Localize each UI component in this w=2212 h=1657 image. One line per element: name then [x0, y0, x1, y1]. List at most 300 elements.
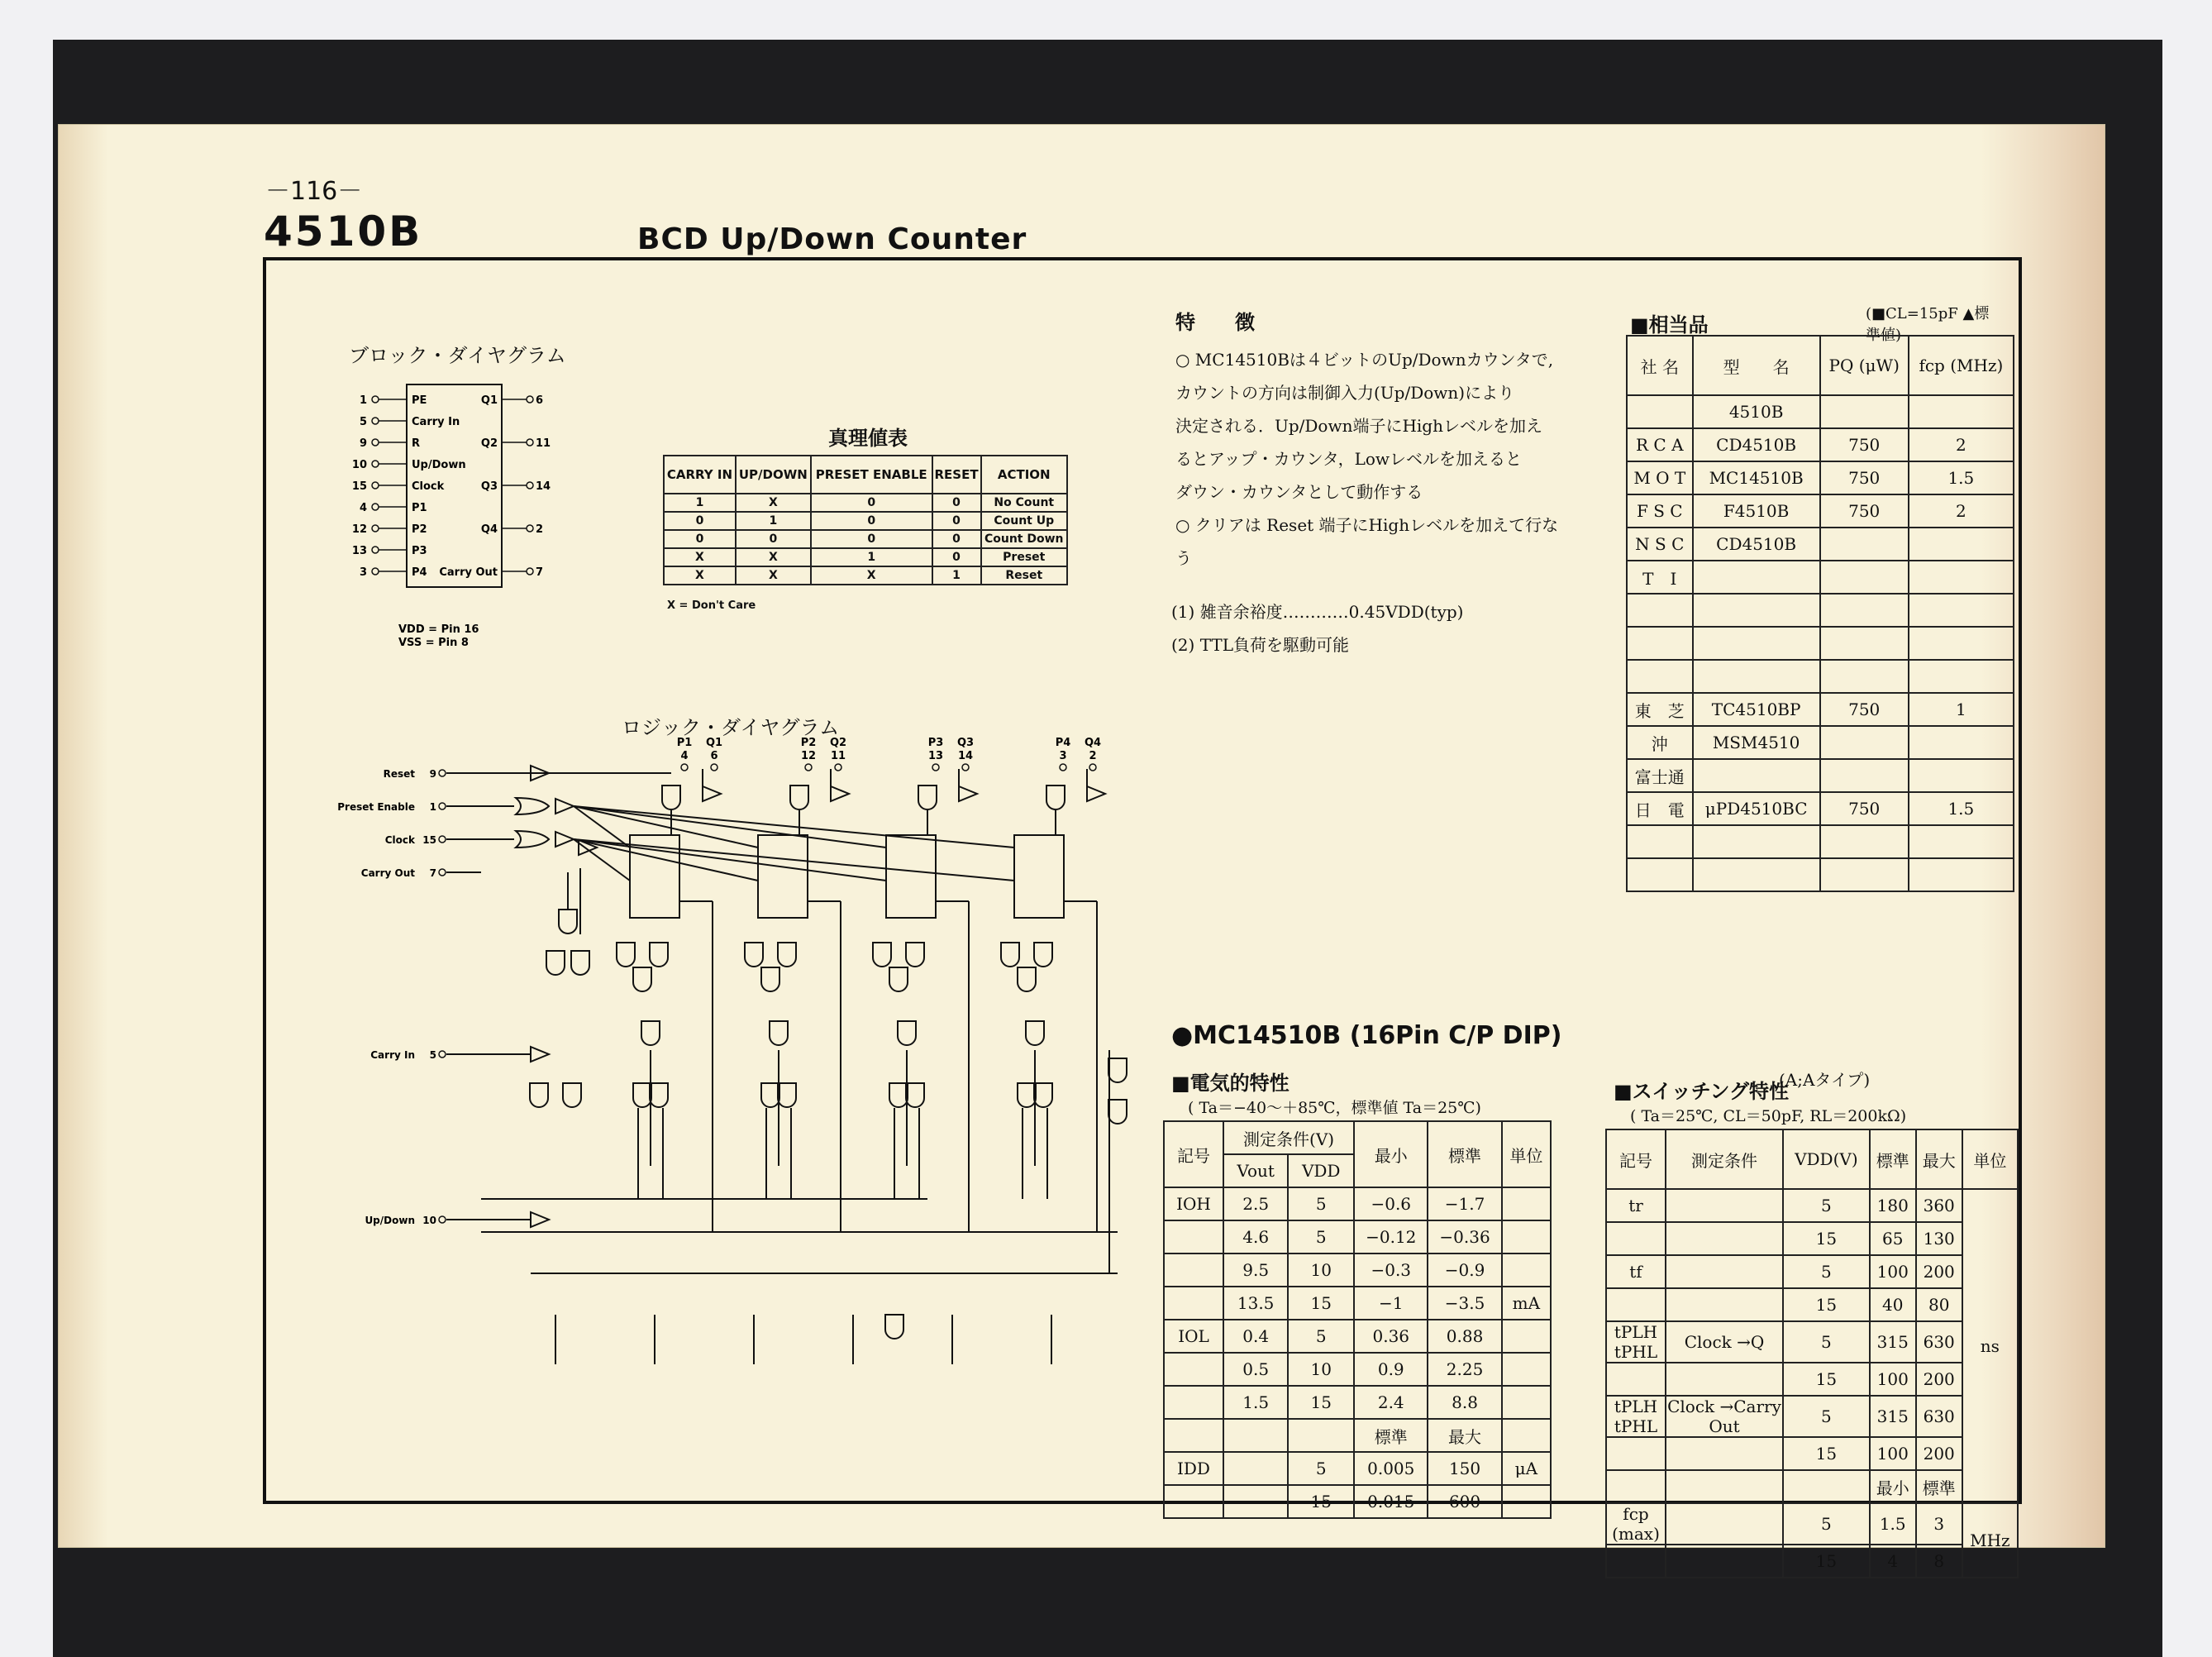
electrical-cell [1502, 1485, 1551, 1518]
electrical-cell [1164, 1485, 1223, 1518]
equivalents-cell: N S C [1627, 528, 1693, 561]
equivalents-cell: 750 [1820, 494, 1909, 528]
page-binding-edge [59, 125, 108, 1547]
logic-input-name: Carry In [370, 1049, 415, 1061]
logic-top-pin-name: Q3 [956, 737, 975, 749]
block-pin-label: Carry In [412, 416, 460, 428]
sw-h-typ: 標準 [1870, 1129, 1916, 1189]
truth-table-cell: 0 [664, 512, 736, 530]
feature-line: う [1175, 548, 1192, 568]
and-gate [1026, 1021, 1044, 1045]
equivalents-cell: T I [1627, 561, 1693, 594]
switching-cell: 5 [1783, 1503, 1870, 1545]
table-row [1606, 1255, 2018, 1288]
equivalents-cell: 富士通 [1627, 759, 1693, 792]
and-gate [650, 1083, 668, 1107]
table-row [1606, 1363, 2018, 1396]
equivalents-cell: F S C [1627, 494, 1693, 528]
el-h-unit: 単位 [1502, 1121, 1551, 1187]
equivalents-cell [1693, 594, 1820, 627]
switching-cell [1666, 1255, 1783, 1288]
pin-terminal [1060, 764, 1066, 771]
switching-cell: 4 [1870, 1545, 1916, 1578]
electrical-cell: 13.5 [1223, 1287, 1288, 1320]
logic-input-name: Up/Down [365, 1215, 415, 1226]
switching-cell: Clock →Carry Out [1666, 1396, 1783, 1437]
electrical-cell: −0.36 [1428, 1220, 1501, 1253]
equivalents-cell [1627, 395, 1693, 428]
truth-table-note: X = Don't Care [667, 599, 756, 612]
pin-terminal [439, 770, 446, 776]
el-h-typ: 標準 [1428, 1121, 1501, 1187]
switching-cell [1606, 1545, 1666, 1578]
flip-flop [758, 835, 808, 918]
truth-table-header: UP/DOWN [736, 456, 811, 494]
switching-cell: 5 [1783, 1255, 1870, 1288]
table-row [1627, 494, 2014, 528]
feature-line: るとアップ・カウンタ，Lowレベルを加えると [1175, 449, 1523, 469]
feature-line: 決定される．Up/Down端子にHighレベルを加え [1175, 416, 1542, 436]
equivalents-cell [1627, 594, 1693, 627]
buffer-gate [531, 1212, 549, 1227]
switching-cell: 80 [1916, 1288, 1962, 1321]
electrical-cell: μA [1502, 1452, 1551, 1485]
and-gate [790, 786, 808, 809]
equivalents-cell [1820, 759, 1909, 792]
electrical-cell [1223, 1419, 1288, 1452]
pin-terminal [962, 764, 969, 771]
table-row [1606, 1288, 2018, 1321]
equivalents-cell [1693, 660, 1820, 693]
electrical-cell: 最大 [1428, 1419, 1501, 1452]
buffer-gate [531, 1047, 549, 1062]
equivalents-cell [1909, 561, 2014, 594]
switching-cell: 最小 [1870, 1470, 1916, 1503]
and-gate [530, 1083, 548, 1107]
switching-cell [1606, 1363, 1666, 1396]
pin-terminal [439, 803, 446, 809]
table-row [1164, 1485, 1551, 1518]
block-pin-label: P1 [412, 502, 427, 514]
switching-cell: 8 [1916, 1545, 1962, 1578]
table-row [1164, 1287, 1551, 1320]
logic-input-number: 7 [429, 867, 436, 879]
logic-top-pin-name: Q2 [829, 737, 847, 749]
electrical-cell [1164, 1419, 1223, 1452]
equivalents-cell: 1 [1909, 693, 2014, 726]
electrical-cell [1223, 1452, 1288, 1485]
switching-cell: 15 [1783, 1222, 1870, 1255]
electrical-cell [1164, 1287, 1223, 1320]
and-gate [898, 1021, 916, 1045]
feature-line: カウントの方向は制御入力(Up/Down)により [1175, 383, 1515, 403]
equivalents-cell [1693, 759, 1820, 792]
block-pin-number: 15 [351, 480, 367, 493]
and-gate [889, 1083, 908, 1107]
equivalents-cell: CD4510B [1693, 528, 1820, 561]
block-pin-label: R [412, 437, 421, 450]
table-row [1627, 594, 2014, 627]
and-gate [546, 951, 565, 975]
content-frame [263, 257, 2022, 1571]
pin-terminal [439, 1051, 446, 1058]
truth-table-cell: X [736, 494, 811, 512]
pin-terminal [439, 1216, 446, 1223]
electrical-cell: 5 [1288, 1187, 1354, 1220]
truth-table-cell: X [736, 566, 811, 585]
features-list [1175, 343, 1622, 575]
truth-table-cell: X [664, 548, 736, 566]
truth-table-cell: 1 [932, 566, 981, 585]
equivalents-cell [1909, 726, 2014, 759]
electrical-cell: 5 [1288, 1320, 1354, 1353]
truth-table-cell: 0 [932, 530, 981, 548]
sw-h-unit: 単位 [1962, 1129, 2018, 1189]
switching-cell: tf [1606, 1255, 1666, 1288]
and-gate [633, 967, 651, 991]
equivalents-cell: 750 [1820, 792, 1909, 825]
truth-table-cell: No Count [981, 494, 1067, 512]
table-row [1164, 1419, 1551, 1452]
table-row [1164, 1353, 1551, 1386]
switching-cell: 1.5 [1870, 1503, 1916, 1545]
block-pin-label: Up/Down [412, 459, 466, 471]
truth-table-header: RESET [932, 456, 981, 494]
table-row [1627, 726, 2014, 759]
feature-note: (1) 雑音余裕度…………0.45VDD(typ) [1171, 602, 1464, 622]
and-gate [1046, 786, 1065, 809]
electrical-cell: 4.6 [1223, 1220, 1288, 1253]
electrical-cell [1502, 1419, 1551, 1452]
pin-terminal [1089, 764, 1096, 771]
equivalents-cell [1693, 627, 1820, 660]
feature-line: ○ クリアは Reset 端子にHighレベルを加えて行な [1175, 515, 1559, 535]
sw-h-vdd: VDD(V) [1783, 1129, 1870, 1189]
electrical-cell: 15 [1288, 1386, 1354, 1419]
document-page [58, 124, 2105, 1571]
flip-flop [1014, 835, 1064, 918]
switching-cell [1666, 1503, 1783, 1545]
table-row [1627, 858, 2014, 891]
electrical-cell: −3.5 [1428, 1287, 1501, 1320]
el-h-min: 最小 [1354, 1121, 1428, 1187]
truth-table-cell: 0 [811, 530, 932, 548]
pin-terminal [372, 396, 379, 403]
switching-cell: 100 [1870, 1437, 1916, 1470]
block-pin-number: 9 [359, 437, 367, 450]
logic-top-pin-number: 13 [927, 750, 944, 762]
block-pin-number: 12 [351, 523, 367, 536]
equivalents-cell [1909, 528, 2014, 561]
switching-cell [1666, 1189, 1783, 1222]
and-gate [906, 1083, 924, 1107]
truth-table-cell: Count Down [981, 530, 1067, 548]
and-gate [1018, 1083, 1036, 1107]
block-pin-number: 1 [359, 394, 367, 407]
and-gate [617, 943, 635, 967]
equivalents-cell [1693, 858, 1820, 891]
switching-cell [1783, 1470, 1870, 1503]
table-row [1606, 1470, 2018, 1503]
equivalents-header: fcp (MHz) [1909, 336, 2014, 395]
table-row [1627, 759, 2014, 792]
equivalents-cell [1909, 594, 2014, 627]
equivalents-heading: ■相当品 [1630, 313, 1709, 337]
block-pin-number: 6 [536, 394, 544, 407]
equivalents-cell: 2 [1909, 494, 2014, 528]
sw-h-symbol: 記号 [1606, 1129, 1666, 1189]
truth-table-cell: X [811, 566, 932, 585]
pin-terminal [372, 418, 379, 424]
electrical-cell: 2.5 [1223, 1187, 1288, 1220]
package-title: ●MC14510B (16Pin C/P DIP) [1171, 1021, 1562, 1050]
electrical-cell: 1.5 [1223, 1386, 1288, 1419]
table-row [1627, 395, 2014, 428]
pin-terminal [372, 504, 379, 510]
switching-cell [1666, 1437, 1783, 1470]
table-row [1606, 1545, 2018, 1578]
equivalents-cell [1693, 561, 1820, 594]
buffer-gate [831, 786, 849, 801]
and-gate [770, 1021, 788, 1045]
switching-cell [1666, 1470, 1783, 1503]
table-row [1164, 1386, 1551, 1419]
switching-cell: 200 [1916, 1363, 1962, 1396]
electrical-cell: 10 [1288, 1353, 1354, 1386]
pin-terminal [372, 482, 379, 489]
pin-terminal [372, 525, 379, 532]
equivalents-header: 社 名 [1627, 336, 1693, 395]
block-pin-number: 4 [359, 502, 367, 514]
table-row [1164, 1187, 1551, 1220]
table-row [1627, 825, 2014, 858]
el-h-vdd: VDD [1288, 1154, 1354, 1187]
and-gate [918, 786, 937, 809]
switching-cell: tr [1606, 1189, 1666, 1222]
equivalents-cell [1909, 825, 2014, 858]
switching-cell: tPLH tPHL [1606, 1321, 1666, 1363]
and-gate [641, 1021, 660, 1045]
table-row [1164, 1452, 1551, 1485]
electrical-table [1163, 1120, 1552, 1519]
logic-top-pin-number: 12 [800, 750, 817, 762]
truth-table-header: ACTION [981, 456, 1067, 494]
table-row [1606, 1437, 2018, 1470]
switching-cell: 5 [1783, 1321, 1870, 1363]
electrical-cell: 0.015 [1354, 1485, 1428, 1518]
equivalents-cell: 750 [1820, 428, 1909, 461]
switching-unit-mhz: MHz [1962, 1503, 2018, 1578]
logic-input-name: Preset Enable [337, 801, 415, 813]
vdd-note: VDD = Pin 16 [398, 623, 479, 636]
table-row [1164, 1220, 1551, 1253]
switching-cell: 630 [1916, 1396, 1962, 1437]
truth-table-cell: 1 [811, 548, 932, 566]
electrical-cell [1502, 1320, 1551, 1353]
truth-table-cell: 0 [736, 530, 811, 548]
logic-top-pin-name: P4 [1055, 737, 1071, 749]
block-pin-number: 5 [359, 416, 367, 428]
feature-line: ○ MC14510Bは４ビットのUp/Downカウンタで, [1175, 350, 1554, 370]
feature-note: (2) TTL負荷を駆動可能 [1171, 635, 1350, 655]
block-pin-number: 14 [536, 480, 551, 493]
pin-terminal [835, 764, 841, 771]
logic-top-pin-name: P3 [927, 737, 944, 749]
electrical-cell [1502, 1253, 1551, 1287]
sw-h-cond: 測定条件 [1666, 1129, 1783, 1189]
truth-table-cell: 0 [811, 494, 932, 512]
switching-cell [1666, 1363, 1783, 1396]
page-title: BCD Up/Down Counter [637, 222, 1027, 256]
switching-cell [1606, 1288, 1666, 1321]
truth-table-cell: 1 [736, 512, 811, 530]
switching-cell: 360 [1916, 1189, 1962, 1222]
truth-table-cell: Reset [981, 566, 1067, 585]
switching-cell: 15 [1783, 1437, 1870, 1470]
equivalents-cell [1909, 627, 2014, 660]
equivalents-cell [1909, 395, 2014, 428]
equivalents-cell [1820, 858, 1909, 891]
equivalents-cell [1909, 858, 2014, 891]
electrical-cell [1164, 1386, 1223, 1419]
switching-cell [1606, 1222, 1666, 1255]
table-row [664, 566, 1067, 585]
switching-cell: 100 [1870, 1363, 1916, 1396]
table-row [664, 512, 1067, 530]
logic-top-pin-name: Q1 [705, 737, 723, 749]
electrical-cell: 15 [1288, 1485, 1354, 1518]
electrical-cell: 600 [1428, 1485, 1501, 1518]
and-gate [761, 967, 779, 991]
pin-terminal [681, 764, 688, 771]
buffer-gate [703, 786, 721, 801]
block-pin-label: Q1 [480, 394, 498, 407]
equivalents-cell: 東 芝 [1627, 693, 1693, 726]
electrical-cell [1502, 1220, 1551, 1253]
equivalents-cell [1820, 594, 1909, 627]
electrical-cell: 5 [1288, 1220, 1354, 1253]
and-gate [571, 951, 589, 975]
switching-table [1605, 1129, 2019, 1578]
pin-terminal [372, 439, 379, 446]
or-gate [516, 831, 549, 848]
table-row [1627, 627, 2014, 660]
equivalents-cell [1820, 395, 1909, 428]
equivalents-note: (A;Aタイプ) [1779, 1070, 1871, 1090]
switching-cell: 15 [1783, 1288, 1870, 1321]
block-pin-label: P3 [412, 545, 427, 557]
switching-cell: tPLH tPHL [1606, 1396, 1666, 1437]
table-row [1164, 1320, 1551, 1353]
switching-cell: 15 [1783, 1363, 1870, 1396]
block-pin-number: 11 [536, 437, 551, 450]
switching-cell: 630 [1916, 1321, 1962, 1363]
and-gate [1034, 943, 1052, 967]
equivalents-table [1626, 335, 2014, 892]
equivalents-cell: MC14510B [1693, 461, 1820, 494]
switching-cell: 15 [1783, 1545, 1870, 1578]
features-notes [1171, 595, 1618, 661]
pin-terminal [527, 482, 533, 489]
pin-terminal [372, 461, 379, 467]
block-pin-number: 7 [536, 566, 544, 579]
truth-table-cell: 0 [932, 494, 981, 512]
block-diagram-left-pins [352, 394, 466, 579]
truth-table-header: PRESET ENABLE [811, 456, 932, 494]
and-gate [778, 943, 796, 967]
equivalents-cell [1627, 660, 1693, 693]
logic-diagram-top-pins [677, 737, 1101, 771]
electrical-cell: IOL [1164, 1320, 1223, 1353]
electrical-cell: 0.88 [1428, 1320, 1501, 1353]
switching-cell: 5 [1783, 1396, 1870, 1437]
block-pin-label: Q4 [480, 523, 498, 536]
truth-table-cell: Preset [981, 548, 1067, 566]
table-row [1627, 428, 2014, 461]
switching-cell: 40 [1870, 1288, 1916, 1321]
logic-input-number: 15 [422, 834, 436, 846]
logic-top-pin-name: Q4 [1084, 737, 1102, 749]
equivalents-cell [1820, 660, 1909, 693]
equivalents-cell [1909, 759, 2014, 792]
switching-cell: 3 [1916, 1503, 1962, 1545]
page-number: －116－ [265, 177, 363, 206]
switching-cell [1666, 1288, 1783, 1321]
block-pin-label: Q3 [480, 480, 498, 493]
block-pin-label: PE [412, 394, 427, 407]
electrical-cell: −1.7 [1428, 1187, 1501, 1220]
table-row [1606, 1189, 2018, 1222]
and-gate [633, 1083, 651, 1107]
table-row [1164, 1253, 1551, 1287]
logic-diagram-heading: ロジック・ダイヤグラム [622, 716, 840, 739]
and-gate [906, 943, 924, 967]
table-row [1627, 528, 2014, 561]
equivalents-cell: 750 [1820, 461, 1909, 494]
electrical-cell: 9.5 [1223, 1253, 1288, 1287]
truth-table-cell: X [736, 548, 811, 566]
equivalents-cell: F4510B [1693, 494, 1820, 528]
switching-heading: ■スイッチング特性 [1614, 1080, 1790, 1103]
electrical-cell: 0.005 [1354, 1452, 1428, 1485]
equivalents-cell [1627, 858, 1693, 891]
electrical-cell: 標準 [1354, 1419, 1428, 1452]
truth-table-cell: 0 [932, 548, 981, 566]
logic-top-pin-number: 4 [680, 750, 689, 762]
electrical-cell [1164, 1353, 1223, 1386]
equivalents-cell: 日 電 [1627, 792, 1693, 825]
electrical-cell: 5 [1288, 1452, 1354, 1485]
wire [574, 806, 1014, 848]
electrical-cell [1223, 1485, 1288, 1518]
table-row [1627, 561, 2014, 594]
buffer-gate [1087, 786, 1105, 801]
and-gate [885, 1315, 903, 1339]
equivalents-cell: 1.5 [1909, 792, 2014, 825]
switching-cell: 標準 [1916, 1470, 1962, 1503]
switching-cell: fcp (max) [1606, 1503, 1666, 1545]
equivalents-cell [1820, 561, 1909, 594]
logic-diagram-circuit [446, 766, 1127, 1364]
and-gate [1001, 943, 1019, 967]
electrical-cell: 0.5 [1223, 1353, 1288, 1386]
equivalents-cell: R C A [1627, 428, 1693, 461]
features-heading: 特 徴 [1175, 311, 1255, 334]
electrical-condition: ( Ta＝−40〜＋85℃，標準値 Ta＝25℃) [1188, 1099, 1481, 1117]
block-pin-number: 3 [359, 566, 367, 579]
electrical-cell: −0.12 [1354, 1220, 1428, 1253]
equivalents-cell: 1.5 [1909, 461, 2014, 494]
